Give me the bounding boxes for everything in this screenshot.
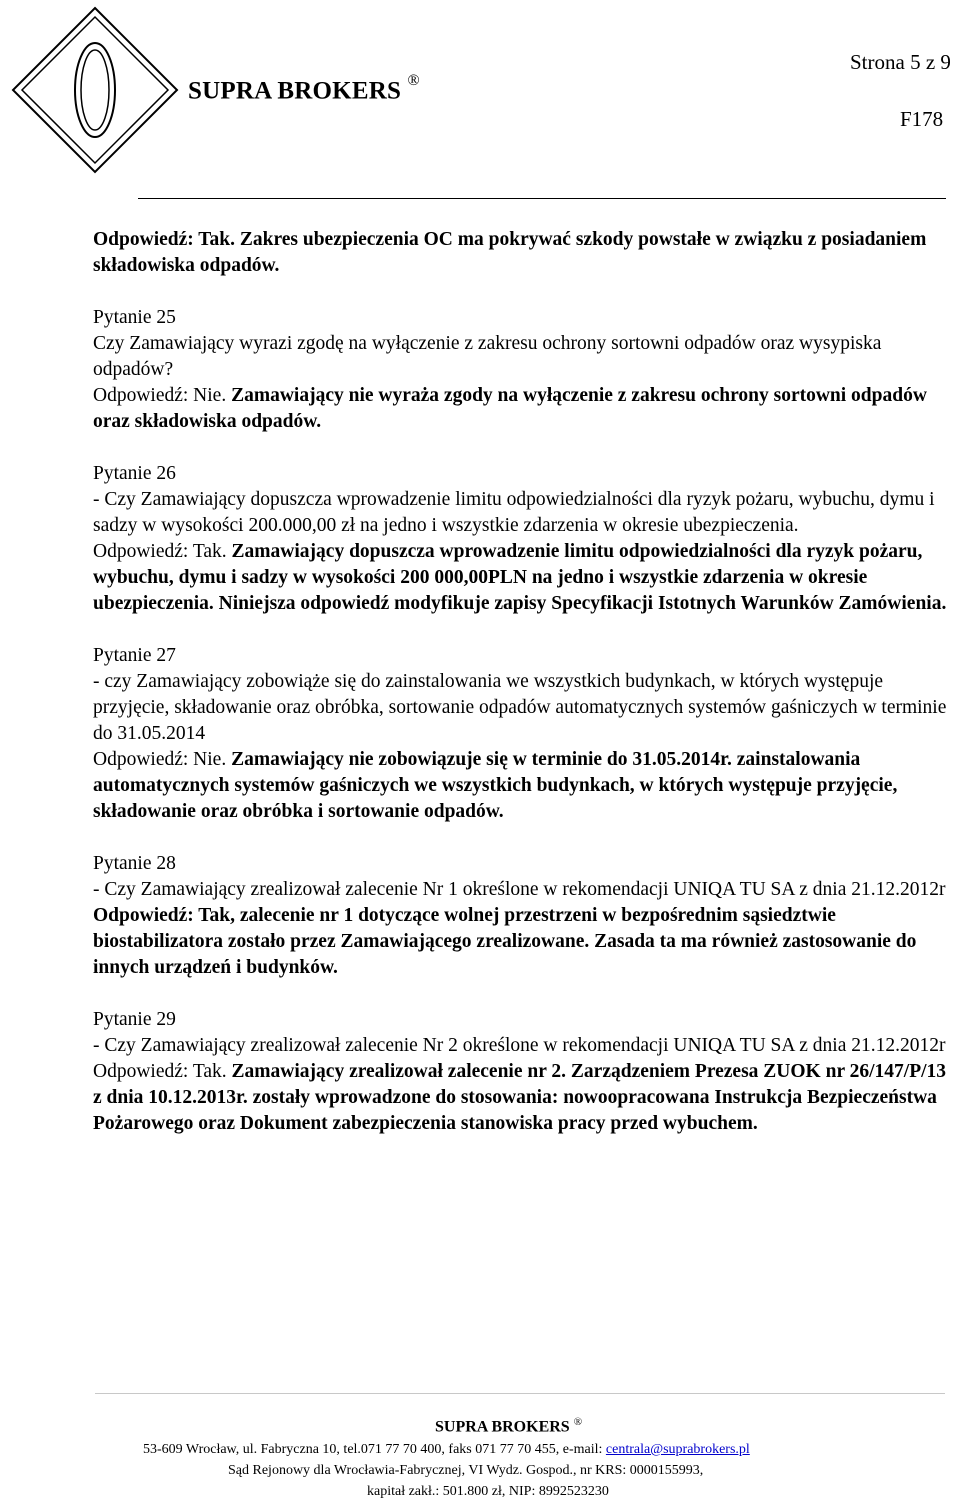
answer-label-segment: Odpowiedź: Tak. [93, 541, 232, 562]
answer-bold-segment: Zamawiający nie zobowiązuje się w terminie do 31.05.2014r. zainstalowania automatycznych systemów gaśniczych we wszystkich budynkach, w których występuje przyjęcie, składowanie oraz obróbka i sortowanie odpadów. [93, 749, 898, 822]
answer-bold-segment: Odpowiedź: Tak, zalecenie nr 1 dotyczące wolnej przestrzeni w bezpośrednim sąsiedztwie biostabilizatora zostało przez Zamawiającego zrealizowane. Zasada ta ma również zastosowanie do innych urządzeń i budynków. [93, 905, 917, 978]
paragraph-spacer [93, 825, 953, 851]
answer-bold-segment: Zamawiający dopuszcza wprowadzenie limitu odpowiedzialności dla ryzyk pożaru, wybuchu, dymu i sadzy w wysokości 200 000,00PLN na jedno i wszystkie zdarzenia w okresie ubezpieczenia. [93, 541, 923, 614]
question-text: - Czy Zamawiający zrealizował zalecenie Nr 1 określone w rekomendacji UNIQA TU SA z dnia 21.12.2012r [93, 879, 946, 900]
document-body [93, 227, 953, 1137]
question-heading: Pytanie 26 [93, 463, 176, 484]
question-heading: Pytanie 27 [93, 645, 176, 666]
answer-text [93, 903, 953, 981]
answer-bold-segment: Zamawiający zrealizował zalecenie nr 2. Zarządzeniem Prezesa ZUOK nr 26/147/P/13 z dnia 10.12.2013r. zostały wprowadzone do stosowania: nowoopracowana Instrukcja Bezpieczeństwa Pożarowego oraz Dokument zabezpieczenia stanowiska pracy przed wybuchem. [93, 1061, 947, 1134]
question-text: Czy Zamawiający wyrazi zgodę na wyłączenie z zakresu ochrony sortowni odpadów oraz wysypiska odpadów? [93, 333, 882, 380]
answer-label-segment: Odpowiedź: Nie. [93, 385, 232, 406]
page-number: Strona 5 z 9 [850, 50, 951, 74]
question-text: - Czy Zamawiający dopuszcza wprowadzenie limitu odpowiedzialności dla ryzyk pożaru, wybuchu, dymu i sadzy w wysokości 200.000,00 zł na jedno i wszystkie zdarzenia w okresie ubezpieczenia. [93, 489, 935, 536]
question-text: - czy Zamawiający zobowiąże się do zainstalowania we wszystkich budynkach, w których występuje przyjęcie, składowanie oraz obróbka, sortowanie odpadów automatycznych systemów gaśniczych w terminie do 31.05.2014 [93, 671, 947, 744]
answer-text [93, 747, 953, 825]
answer-bold-segment: Niniejsza odpowiedź modyfikuje zapisy Specyfikacji Istotnych Warunków Zamówienia. [213, 593, 947, 614]
form-code: F178 [900, 107, 944, 131]
paragraph-spacer [93, 981, 953, 1007]
header-brand [188, 72, 420, 105]
footer-brand-name: SUPRA BROKERS [435, 1418, 570, 1436]
answer-text [93, 1059, 953, 1137]
paragraph-spacer [93, 435, 953, 461]
header-divider [138, 198, 946, 199]
answer-label-segment: Odpowiedź: Nie. [93, 749, 232, 770]
header-brand-name: SUPRA BROKERS [188, 77, 402, 105]
registered-mark-icon: ® [407, 72, 420, 89]
question-heading: Pytanie 28 [93, 853, 176, 874]
answer-bold-segment: Zamawiający nie wyraża zgody na wyłączenie z zakresu ochrony sortowni odpadów oraz składowiska odpadów. [93, 385, 927, 432]
answer-text [93, 539, 953, 617]
company-logo-icon [10, 5, 180, 175]
answer-text [93, 383, 953, 435]
footer-court-registration: Sąd Rejonowy dla Wrocławia-Fabrycznej, VI Wydz. Gospod., nr KRS: 0000155993, [228, 1463, 704, 1478]
answer-label-segment: Odpowiedź: Tak. [93, 1061, 232, 1082]
footer-email-link[interactable]: centrala@suprabrokers.pl [605, 1442, 750, 1457]
answer-bold-segment: Odpowiedź: Tak. Zakres ubezpieczenia OC ma pokrywać szkody powstałe w związku z posiadaniem składowiska odpadów. [93, 229, 927, 276]
footer-brand [435, 1416, 582, 1436]
footer-registered-mark-icon: ® [573, 1416, 583, 1428]
question-text: - Czy Zamawiający zrealizował zalecenie Nr 2 określone w rekomendacji UNIQA TU SA z dnia 21.12.2012r [93, 1035, 946, 1056]
footer-divider [95, 1393, 945, 1394]
question-heading: Pytanie 29 [93, 1009, 176, 1030]
question-heading: Pytanie 25 [93, 307, 176, 328]
footer-address [143, 1439, 750, 1460]
footer-address-text: 53-609 Wrocław, ul. Fabryczna 10, tel.071 77 70 400, faks 071 77 70 455, e-mail: [143, 1442, 606, 1457]
footer-capital: kapitał zakł.: 501.800 zł, NIP: 8992523230 [367, 1484, 609, 1499]
answer-text [93, 227, 953, 279]
paragraph-spacer [93, 617, 953, 643]
paragraph-spacer [93, 279, 953, 305]
